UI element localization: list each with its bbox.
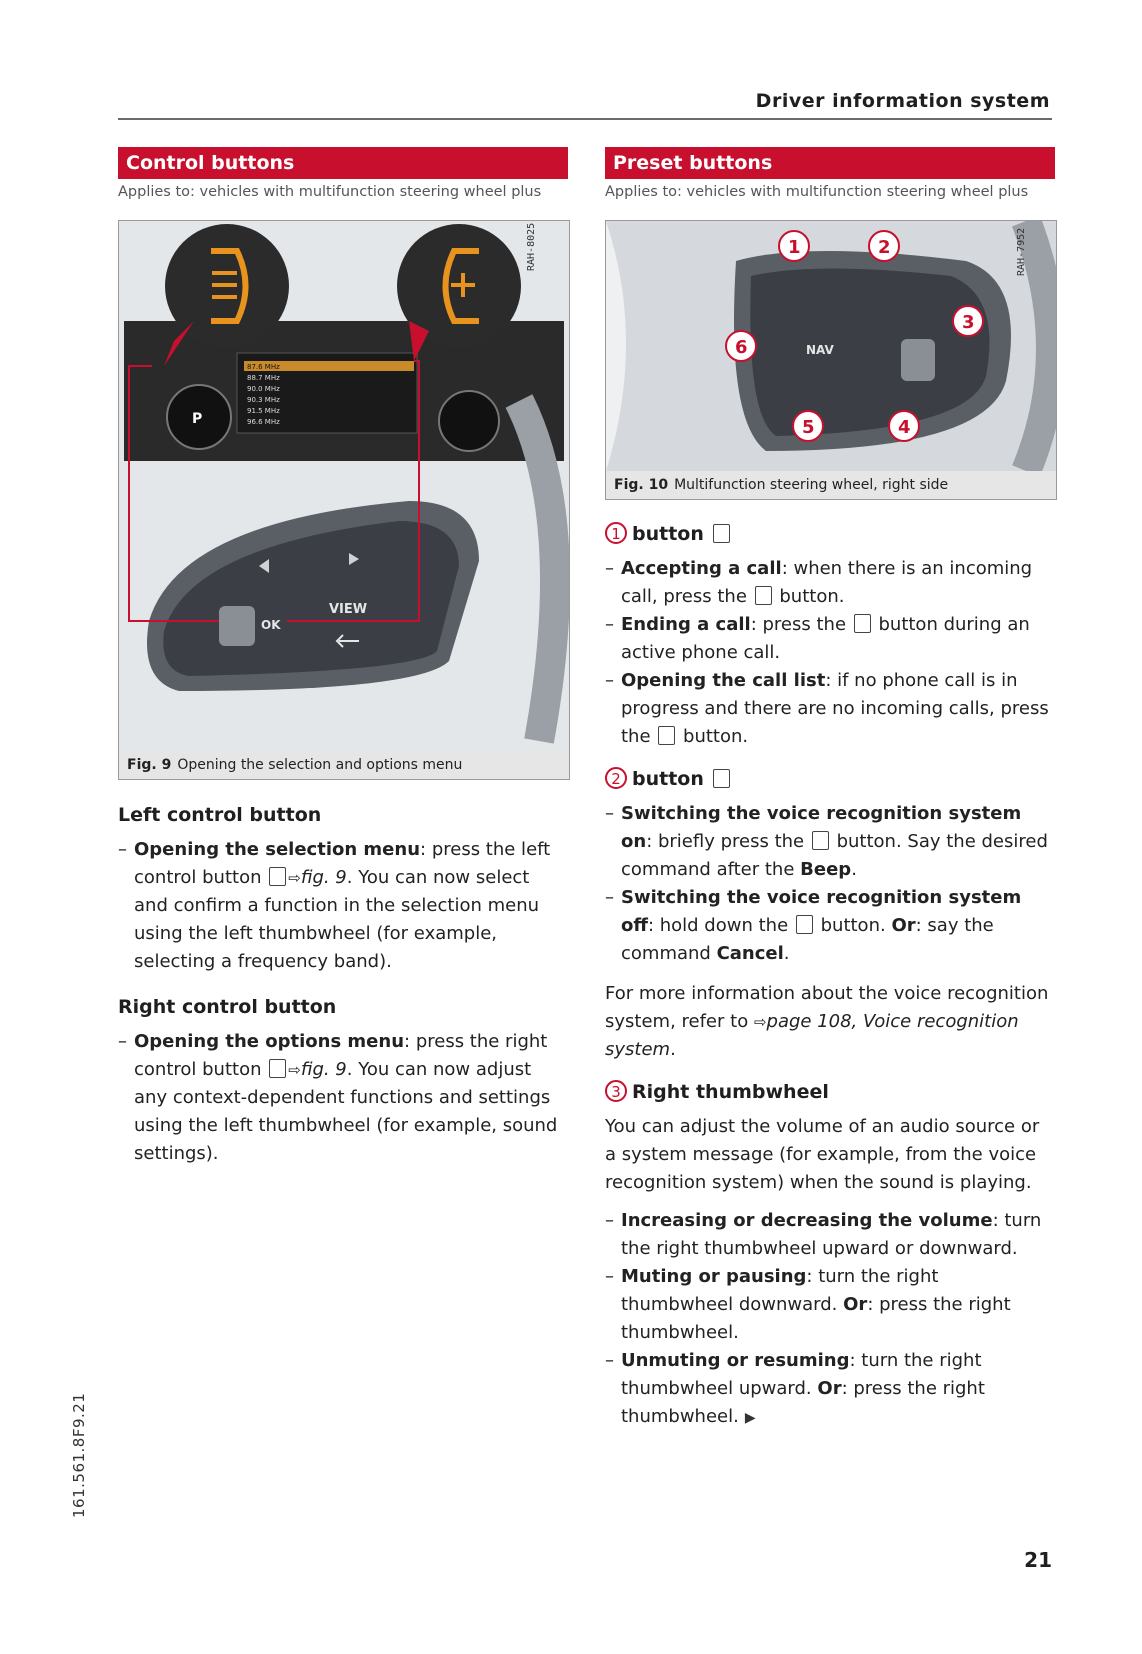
thumbwheel-list bbox=[605, 1207, 1055, 1432]
term: Opening the call list bbox=[621, 670, 826, 691]
steering-wheel-left-illustration bbox=[119, 221, 569, 751]
list-item bbox=[605, 555, 1055, 611]
heading-right-thumbwheel bbox=[605, 1080, 1055, 1103]
list-item bbox=[605, 667, 1055, 751]
text: : press the bbox=[750, 614, 847, 635]
svg-text:5: 5 bbox=[802, 417, 815, 438]
heading-text: button bbox=[632, 523, 704, 545]
text: . bbox=[670, 1039, 676, 1060]
text: . bbox=[851, 859, 857, 880]
callout-number-icon: 2 bbox=[605, 767, 627, 789]
svg-text:2: 2 bbox=[878, 237, 891, 258]
term: Opening the options menu bbox=[134, 1031, 405, 1052]
term: Cancel bbox=[716, 943, 784, 964]
term: Opening the selection menu bbox=[134, 839, 421, 860]
left-control-list bbox=[118, 836, 568, 976]
section-title-preset-buttons: Preset buttons bbox=[605, 147, 1055, 179]
xref-arrow-icon: ⇨ bbox=[288, 869, 301, 887]
phone-button-icon bbox=[713, 524, 730, 543]
figure-xref-link[interactable]: fig. 9 bbox=[300, 867, 347, 888]
list-item bbox=[605, 1347, 1055, 1432]
heading-text: button bbox=[632, 768, 704, 790]
text: : say the command bbox=[621, 915, 994, 964]
button-2-section bbox=[605, 767, 1055, 1064]
term: Or bbox=[891, 915, 916, 936]
figure-caption-text: Multifunction steering wheel, right side bbox=[674, 477, 949, 493]
phone-button-icon bbox=[755, 586, 772, 605]
callout-number-icon: 1 bbox=[605, 522, 627, 544]
steering-wheel-right-illustration bbox=[606, 221, 1056, 471]
continue-arrow-icon: ▶ bbox=[744, 1410, 756, 1426]
voice-button-icon bbox=[713, 769, 730, 788]
text: . bbox=[783, 943, 790, 964]
button-1-list bbox=[605, 555, 1055, 751]
list-item bbox=[605, 611, 1055, 667]
term: Or bbox=[843, 1294, 868, 1315]
nav-label: NAV bbox=[806, 343, 834, 357]
callout-4 bbox=[889, 411, 919, 441]
text: : briefly press the bbox=[646, 831, 805, 852]
callout-3 bbox=[953, 306, 983, 336]
page-number: 21 bbox=[1024, 1548, 1052, 1572]
list-item bbox=[605, 1263, 1055, 1347]
text: : turn the right thumbwheel upward. bbox=[621, 1350, 982, 1399]
term: Or bbox=[817, 1378, 842, 1399]
phone-button-icon bbox=[658, 726, 675, 745]
button-1-section bbox=[605, 522, 1055, 751]
more-info-paragraph bbox=[605, 980, 1055, 1064]
thumbwheel-section bbox=[605, 1080, 1055, 1432]
right-control-button-section bbox=[118, 996, 568, 1168]
text: : press the left control button bbox=[134, 839, 551, 888]
figure-code: RAH-7952 bbox=[1016, 227, 1027, 276]
voice-button-icon bbox=[812, 831, 829, 850]
list-item bbox=[118, 1028, 568, 1168]
text: : press the right thumbwheel. bbox=[621, 1378, 985, 1427]
button-2-list bbox=[605, 800, 1055, 968]
term: Switching the voice recognition system off bbox=[621, 887, 1022, 936]
callout-1 bbox=[779, 231, 809, 261]
figure-code: RAH-8025 bbox=[526, 222, 537, 271]
term: Unmuting or resuming bbox=[621, 1350, 850, 1371]
page-title: Driver information system bbox=[755, 90, 1050, 112]
term: Switching the voice recognition system on bbox=[621, 803, 1022, 852]
term: Increasing or decreasing the volume bbox=[621, 1210, 993, 1231]
list-item bbox=[605, 800, 1055, 884]
text: button. bbox=[779, 586, 845, 607]
ok-label: OK bbox=[261, 618, 281, 632]
heading-text: Right thumbwheel bbox=[632, 1081, 829, 1103]
svg-text:1: 1 bbox=[788, 237, 801, 258]
left-control-button-icon bbox=[269, 867, 286, 886]
text: button. bbox=[820, 915, 886, 936]
figure-9 bbox=[118, 220, 570, 780]
heading-button-2 bbox=[605, 767, 1055, 790]
right-gauge bbox=[439, 391, 499, 451]
page-xref-link[interactable]: page 108, Voice recognition system bbox=[605, 1011, 1019, 1060]
document-code: 161.561.8F9.21 bbox=[70, 1392, 88, 1518]
text: button during an active phone call. bbox=[621, 614, 1030, 663]
section-title-control-buttons: Control buttons bbox=[118, 147, 568, 179]
text: : turn the right thumbwheel downward. bbox=[621, 1266, 939, 1315]
text: . You can now select and confirm a function in the selection menu using the left thumbwheel (for example, selecting a frequency band). bbox=[134, 867, 540, 972]
text: : turn the right thumbwheel upward or downward. bbox=[621, 1210, 1042, 1259]
freq-4: 90.3 MHz bbox=[247, 396, 280, 404]
list-item bbox=[118, 836, 568, 976]
figure-number: Fig. 10 bbox=[614, 477, 669, 493]
callout-number-icon: 3 bbox=[605, 1080, 627, 1102]
freq-3: 90.0 MHz bbox=[247, 385, 280, 393]
text: For more information about the voice recognition system, refer to bbox=[605, 983, 1049, 1032]
callout-2 bbox=[869, 231, 899, 261]
list-item bbox=[605, 884, 1055, 968]
xref-arrow-icon: ⇨ bbox=[753, 1013, 767, 1031]
right-thumbwheel bbox=[901, 339, 935, 381]
right-column bbox=[605, 147, 1055, 1432]
figure-10 bbox=[605, 220, 1057, 500]
left-column bbox=[118, 147, 568, 1168]
figure-caption-text: Opening the selection and options menu bbox=[177, 757, 463, 773]
text: : press the right thumbwheel. bbox=[621, 1294, 1011, 1343]
left-control-button-section bbox=[118, 804, 568, 976]
term: Ending a call bbox=[621, 614, 751, 635]
heading-left-control-button: Left control button bbox=[118, 804, 322, 826]
left-thumbwheel bbox=[219, 606, 255, 646]
text: button. bbox=[683, 726, 749, 747]
figure-caption bbox=[119, 751, 569, 779]
gear-indicator: P bbox=[192, 411, 203, 427]
right-control-button-icon bbox=[269, 1059, 286, 1078]
voice-button-icon bbox=[796, 915, 813, 934]
heading-right-control-button: Right control button bbox=[118, 996, 337, 1018]
phone-button-icon bbox=[854, 614, 871, 633]
applies-note: Applies to: vehicles with multifunction steering wheel plus bbox=[118, 184, 542, 200]
heading-button-1 bbox=[605, 522, 1055, 545]
svg-text:6: 6 bbox=[735, 337, 748, 358]
figure-xref-link[interactable]: fig. 9 bbox=[300, 1059, 347, 1080]
svg-text:4: 4 bbox=[898, 417, 911, 438]
figure-caption bbox=[606, 471, 1056, 499]
freq-6: 96.6 MHz bbox=[247, 418, 280, 426]
applies-note: Applies to: vehicles with multifunction steering wheel plus bbox=[605, 184, 1029, 200]
right-control-list bbox=[118, 1028, 568, 1168]
page-header bbox=[118, 88, 1052, 120]
term: Accepting a call bbox=[621, 558, 782, 579]
freq-5: 91.5 MHz bbox=[247, 407, 280, 415]
text: button. Say the desired command after the bbox=[621, 831, 1048, 880]
text: : press the right control button bbox=[134, 1031, 548, 1080]
freq-2: 88.7 MHz bbox=[247, 374, 280, 382]
term: Beep bbox=[800, 859, 852, 880]
callout-5 bbox=[793, 411, 823, 441]
thumbwheel-intro: You can adjust the volume of an audio source or a system message (for example, from the voice recognition system) when the sound is playing. bbox=[605, 1116, 1040, 1193]
text: : hold down the bbox=[647, 915, 789, 936]
list-item bbox=[605, 1207, 1055, 1263]
text: . You can now adjust any context-dependent functions and settings using the left thumbwheel (for example, sound settings). bbox=[134, 1059, 558, 1164]
xref-arrow-icon: ⇨ bbox=[288, 1061, 301, 1079]
callout-6 bbox=[726, 331, 756, 361]
term: Muting or pausing bbox=[621, 1266, 807, 1287]
svg-text:3: 3 bbox=[962, 312, 975, 333]
text: : if no phone call is in progress and there are no incoming calls, press the bbox=[621, 670, 1049, 747]
text: : when there is an incoming call, press the bbox=[621, 558, 1033, 607]
freq-1: 87.6 MHz bbox=[247, 363, 280, 371]
figure-number: Fig. 9 bbox=[127, 757, 172, 773]
view-label: VIEW bbox=[329, 602, 368, 617]
